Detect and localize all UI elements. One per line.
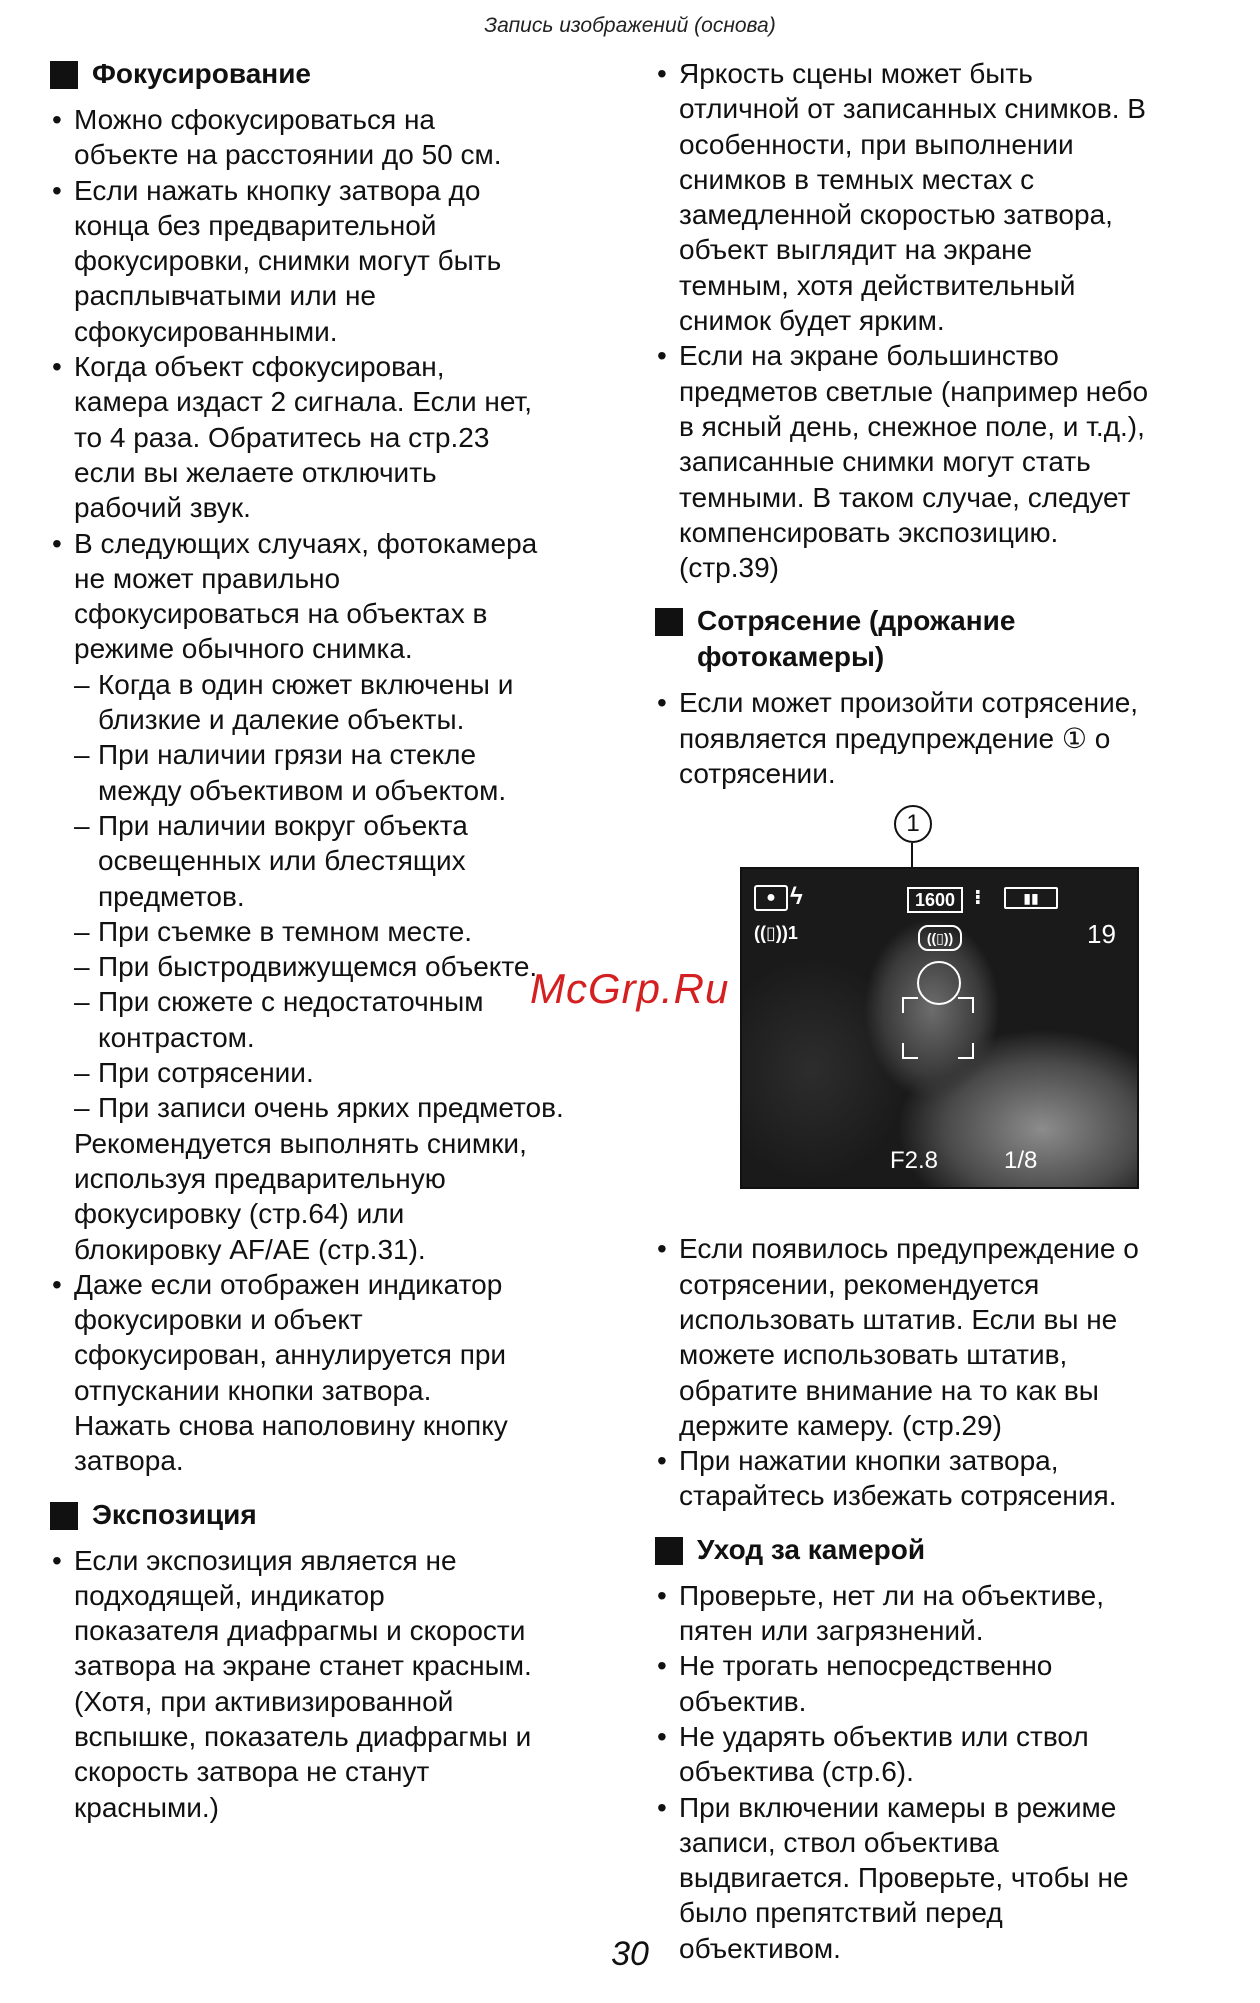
bullet-item [50,526,630,667]
battery-icon: ▮▮ [1004,887,1058,909]
note-item [50,1126,630,1267]
text-line: старайтесь избежать сотрясения. [679,1480,1117,1512]
bullet-item [655,1578,1225,1649]
af-corner [958,1043,974,1059]
text-line: объект выглядит на экране [679,234,1033,266]
heading-square-icon [655,1537,683,1565]
text-line: • Не трогать непосредственно [679,1650,1053,1682]
shutter-value: 1/8 [1004,1147,1038,1175]
dash-item [50,737,630,808]
heading-text: Фокусирование [92,58,311,89]
text-line: предметов. [98,880,245,912]
quality-icon: ⁝ [974,887,982,910]
section-shake [655,603,1225,1513]
text-line: • Даже если отображен индикатор [74,1268,503,1300]
text-line: вспышке, показатель диафрагмы и [74,1721,532,1753]
text-line: компенсировать экспозицию. [679,516,1059,548]
text-line: сфокусирован, аннулируется при [74,1339,507,1371]
text-line: • При нажатии кнопки затвора, [679,1445,1059,1477]
text-line: сфокусироваться на объектах в [74,598,488,630]
text-line: не может правильно [74,562,341,594]
page-header: Запись изображений (основа) [484,14,776,37]
bullet-item [655,1231,1225,1443]
text-line: • Когда объект сфокусирован, [74,351,445,383]
heading-square-icon [50,1502,78,1530]
bullet-item [655,1443,1225,1514]
text-line: – Когда в один сюжет включены и [98,668,514,700]
text-line: держите камеру. (стр.29) [679,1409,1002,1441]
text-line: – При сюжете с недостаточным [98,986,484,1018]
heading-line: Сотрясение (дрожание [697,605,1016,637]
heading-text: Экспозиция [92,1498,257,1530]
list [655,56,1225,585]
text-line: – При наличии вокруг объекта [98,809,468,841]
text-line: обратите внимание на то как вы [679,1374,1099,1406]
text-line: • Можно сфокусироваться на [74,104,435,135]
text-line: близкие и далекие объекты. [98,704,465,736]
text-line: Рекомендуется выполнять снимки, [74,1127,527,1159]
camera-screen-figure [655,805,1175,1215]
list [655,1578,1225,1966]
text-line: Нажать снова наполовину кнопку [74,1409,508,1441]
shake-warning-icon: ((▯)) [918,925,962,951]
text-line: можете использовать штатив, [679,1339,1068,1371]
text-line: затвора. [74,1445,184,1477]
text-line: • При включении камеры в режиме [679,1791,1117,1823]
camera-lcd-screen [740,867,1139,1189]
text-line: контрастом. [98,1021,255,1053]
section-heading-exposure [50,1497,630,1533]
callout-number: 1 [894,805,932,843]
text-line: было препятствий перед [679,1897,1003,1929]
watermark: McGrp.Ru [530,965,730,1012]
text-line: то 4 раза. Обратитесь на стр.23 [74,421,490,453]
text-line: фокусировку (стр.64) или [74,1198,405,1230]
bullet-item [655,1648,1225,1719]
heading-text: Уход за камерой [697,1533,926,1565]
bullet-item [50,349,630,525]
section-heading-shake [655,603,1225,675]
text-line: • В следующих случаях, фотокамера [74,527,538,559]
text-line: между объективом и объектом. [98,774,507,806]
text-line: – При записи очень ярких предметов. [98,1092,564,1124]
text-line: • Если может произойти сотрясение, [679,687,1139,719]
text-line: отличной от записанных снимков. В [679,93,1146,125]
text-line: темными. В таком случае, следует [679,481,1131,513]
bullet-item [655,1719,1225,1790]
bullet-item [655,338,1225,585]
list [50,102,630,1479]
af-corner [958,997,974,1013]
text-line: пятен или загрязнений. [679,1615,984,1647]
text-line: особенности, при выполнении [679,128,1074,160]
text-line: использовать штатив. Если вы не [679,1303,1118,1335]
text-line: выдвигается. Проверьте, чтобы не [679,1862,1129,1894]
text-line: • Яркость сцены может быть [679,58,1033,89]
section-care [655,1532,1225,1966]
list [655,1231,1225,1513]
text-line: в ясный день, снежное поле, и т.д.), [679,410,1145,442]
text-line: предметов светлые (например небо [679,375,1149,407]
section-focus [50,56,630,1479]
text-line: • Если появилось предупреждение о [679,1233,1139,1265]
text-line: отпускании кнопки затвора. [74,1374,432,1406]
section-exposure-continued [655,56,1225,585]
text-line: – При сотрясении. [98,1057,314,1089]
dash-item [50,1090,630,1125]
flash-icon: ϟ [790,883,803,911]
section-heading-focus [50,56,630,92]
dash-item [50,808,630,914]
af-corner [902,1043,918,1059]
text-line: объектив. [679,1685,807,1717]
bullet-item [50,1267,630,1479]
text-line: • Если нажать кнопку затвора до [74,174,481,206]
text-line: объективом. [679,1932,841,1964]
bullet-item [50,173,630,349]
record-mode-icon: ● [754,885,788,911]
remaining-shots: 19 [1087,919,1116,950]
list [50,1543,630,1825]
bullet-item [655,685,1225,791]
text-line: • Не ударять объектив или ствол [679,1720,1089,1752]
section-heading-care [655,1532,1225,1568]
aperture-value: F2.8 [890,1147,939,1175]
text-line: красными.) [74,1791,219,1823]
text-line: появляется предупреждение ① о [679,722,1111,754]
list [655,685,1225,791]
text-line: если вы желаете отключить [74,456,437,488]
text-line: сфокусированными. [74,315,338,347]
text-line: расплывчатыми или не [74,280,376,312]
bullet-item [50,102,630,173]
text-line: используя предварительную [74,1162,446,1194]
text-line: (Хотя, при активизированной [74,1685,454,1717]
section-exposure [50,1497,630,1825]
heading-text [697,603,1015,675]
text-line: – При быстродвижущемся объекте. [98,951,538,983]
text-line: фокусировки, снимки могут быть [74,245,502,277]
left-column [50,56,630,1843]
heading-line: фотокамеры) [697,641,885,673]
text-line: фокусировки и объект [74,1304,363,1336]
stabilizer-indicator: ((▯))1 [754,923,798,944]
text-line: скорость затвора не станут [74,1756,430,1788]
text-line: записи, ствол объектива [679,1826,999,1858]
text-line: блокировку AF/AE (стр.31). [74,1233,426,1265]
af-frame [902,997,974,1059]
text-line: (стр.39) [679,552,779,584]
af-corner [902,997,918,1013]
text-line: снимков в темных местах с [679,163,1035,195]
text-line: показателя диафрагмы и скорости [74,1615,526,1647]
right-column [655,56,1225,1984]
text-line: конца без предварительной [74,209,437,241]
dash-item [50,914,630,949]
iso-indicator: 1600 [907,887,963,913]
text-line: объектива (стр.6). [679,1756,914,1788]
text-line: подходящей, индикатор [74,1579,385,1611]
heading-square-icon [50,61,78,89]
dash-item [50,667,630,738]
text-line: замедленной скоростью затвора, [679,199,1113,231]
text-line: • Проверьте, нет ли на объективе, [679,1579,1104,1611]
text-line: затвора на экране станет красным. [74,1650,532,1682]
text-line: объекте на расстоянии до 50 см. [74,139,502,171]
text-line: рабочий звук. [74,492,251,524]
text-line: снимок будет ярким. [679,305,945,337]
text-line: сотрясении, рекомендуется [679,1268,1040,1300]
heading-square-icon [655,608,683,636]
text-line: • Если экспозиция является не [74,1544,457,1576]
text-line: – При съемке в темном месте. [98,915,473,947]
text-line: камера издаст 2 сигнала. Если нет, [74,386,532,418]
text-line: записанные снимки могут стать [679,446,1091,478]
text-line: режиме обычного снимка. [74,633,413,665]
text-line: освещенных или блестящих [98,845,466,877]
text-line: темным, хотя действительный [679,269,1076,301]
text-line: – При наличии грязи на стекле [98,739,477,771]
dash-item [50,1055,630,1090]
text-line: • Если на экране большинство [679,340,1059,372]
page-number: 30 [611,1935,649,1973]
bullet-item [655,56,1225,338]
text-line: сотрясении. [679,758,836,790]
bullet-item [50,1543,630,1825]
